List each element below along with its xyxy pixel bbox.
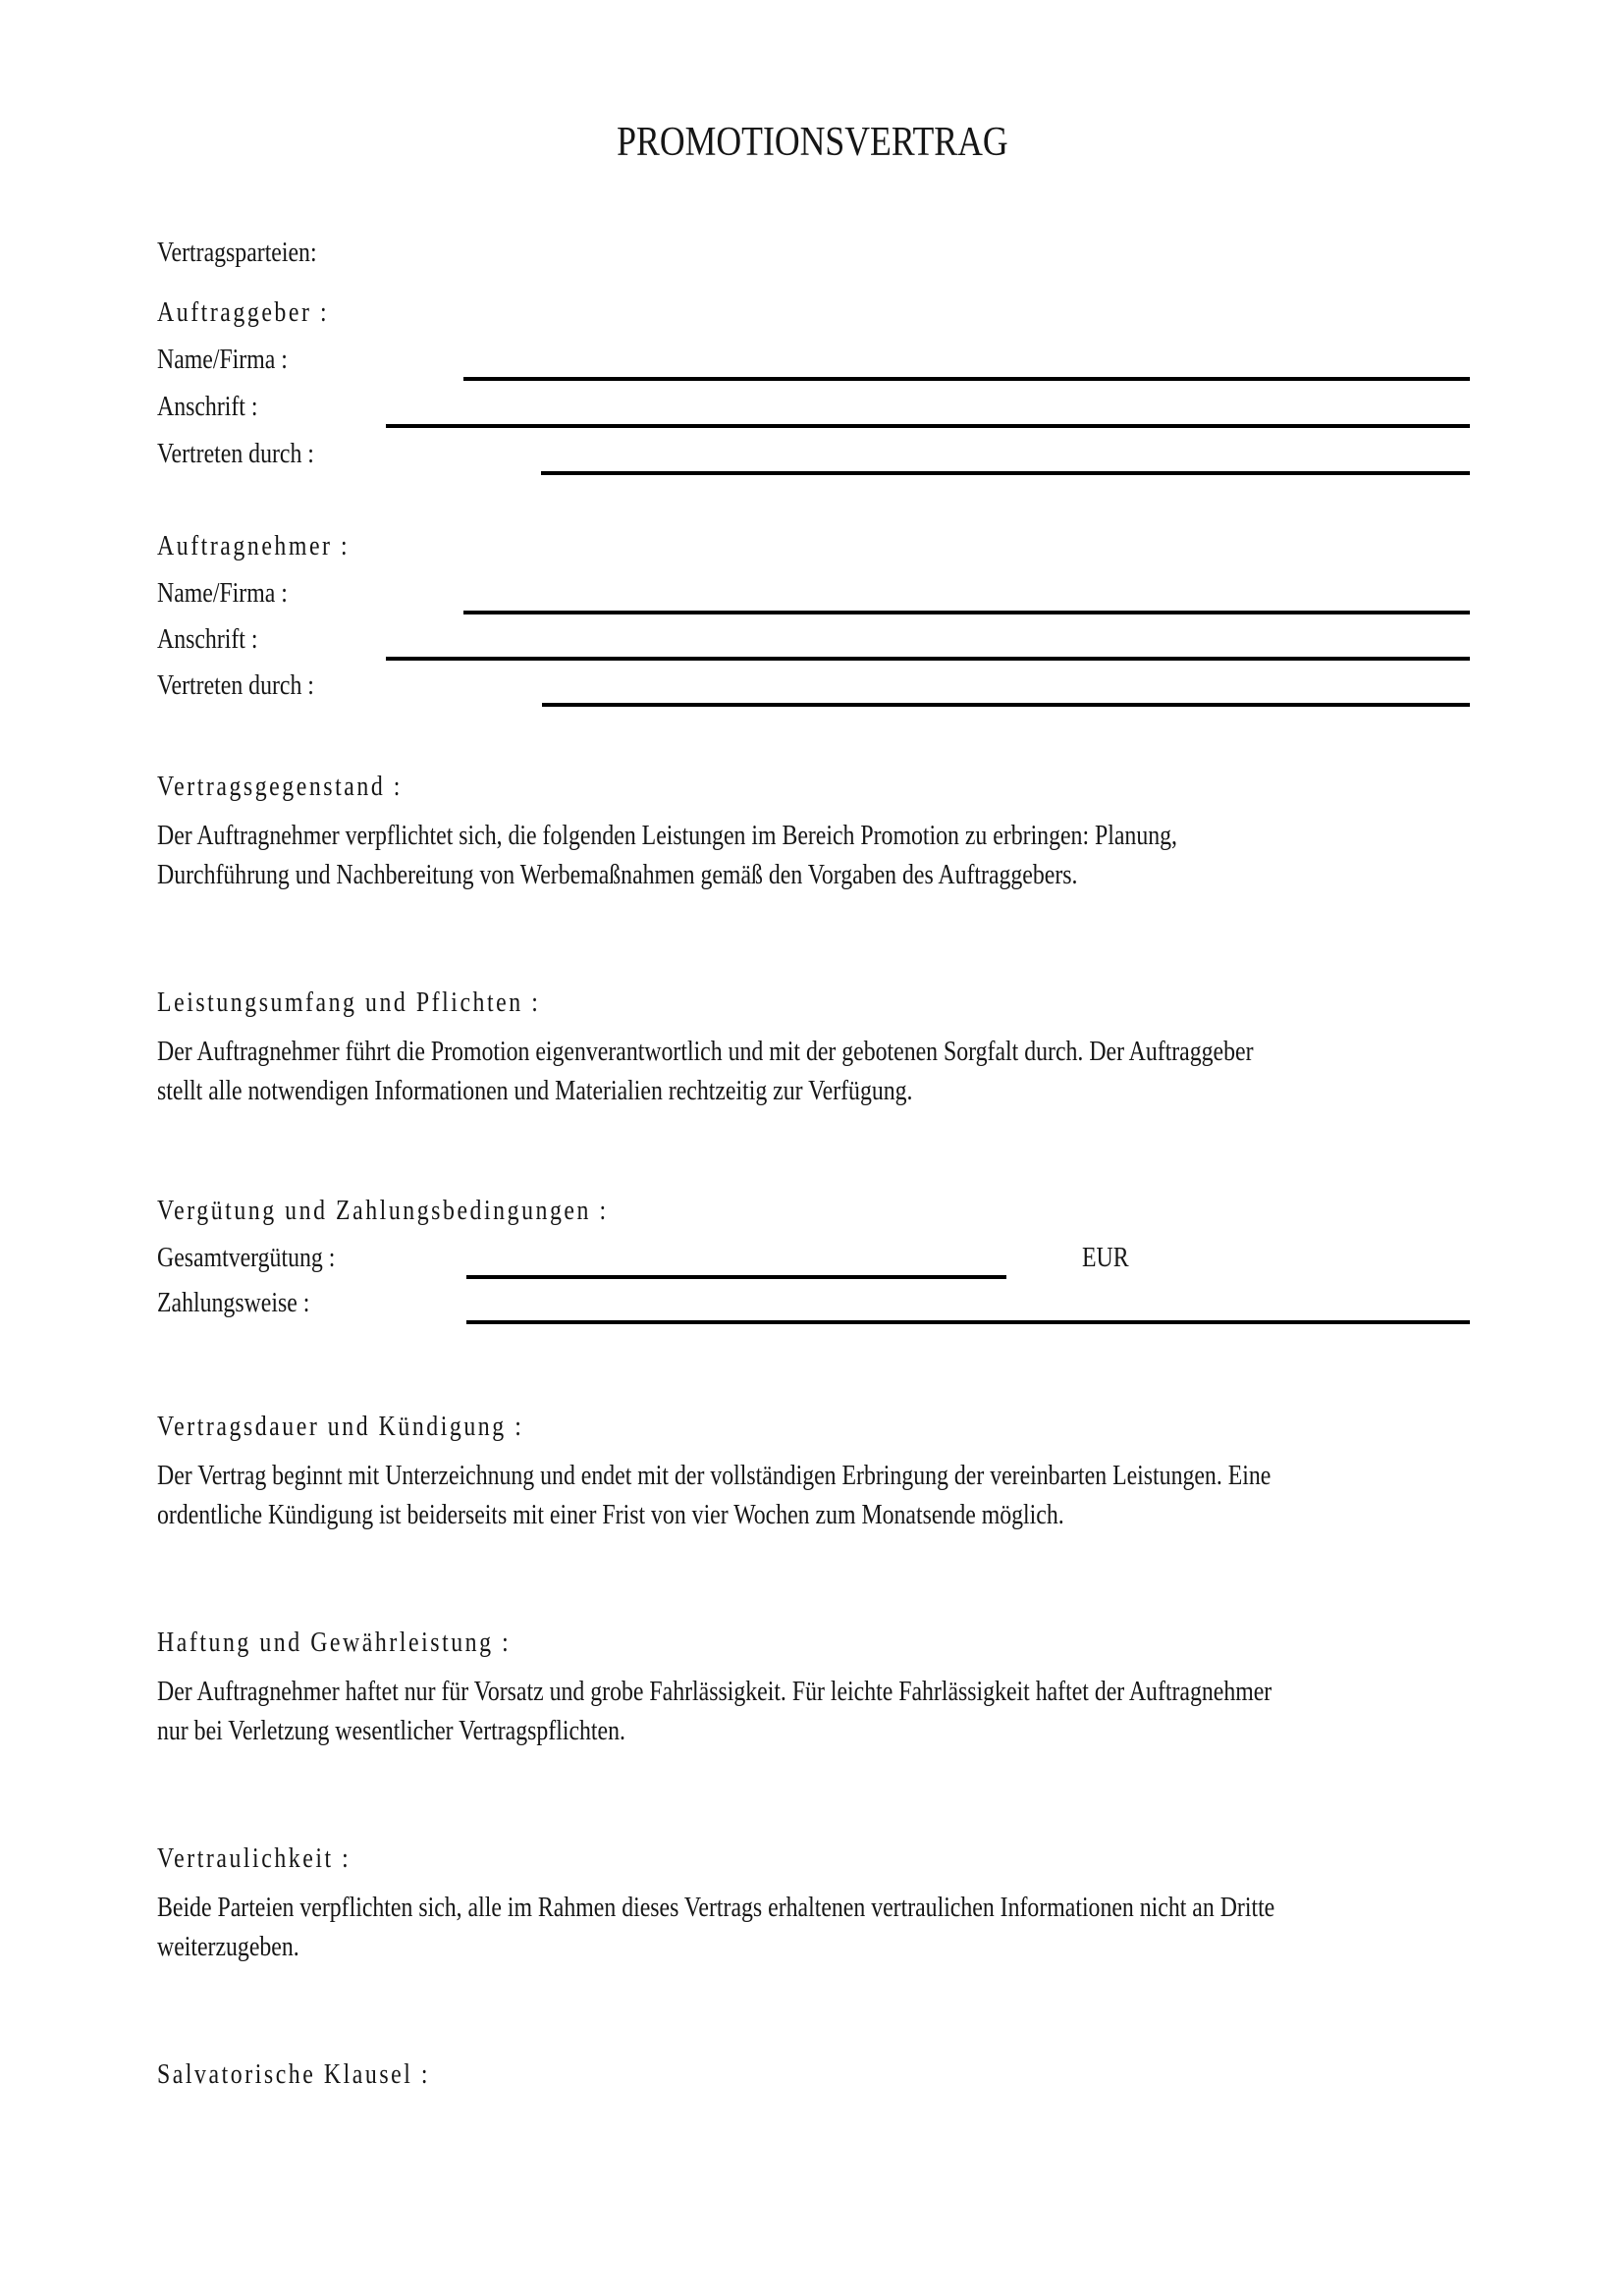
section-liability-paragraph: Der Auftragnehmer haftet nur für Vorsatz und grobe Fahrlässigkeit. Für leichte Fahrlässigkeit haftet der Auftragnehmer nur bei Verletzung wesentlicher Vertragspflichten. xyxy=(157,1677,1272,1746)
client-name-label: Name/Firma : xyxy=(157,345,288,375)
client-representative-input-line[interactable] xyxy=(541,471,1470,475)
section-duration-paragraph: Der Vertrag beginnt mit Unterzeichnung und endet mit der vollständigen Erbringung der vereinbarten Leistungen. Eine ordentliche Kündigung ist beiderseits mit einer Frist von vier Wochen zum Monatsende möglich. xyxy=(157,1461,1272,1530)
contractor-name-label: Name/Firma : xyxy=(157,578,288,609)
section-scope-heading: Leistungsumfang und Pflichten : xyxy=(157,988,541,1018)
client-heading: Auftraggeber : xyxy=(157,297,330,328)
client-name-input-line[interactable] xyxy=(463,377,1470,381)
section-severability-heading: Salvatorische Klausel : xyxy=(157,2059,431,2090)
section-scope-paragraph: Der Auftragnehmer führt die Promotion eigenverantwortlich und mit der gebotenen Sorgfalt durch. Der Auftraggeber stellt alle notwendigen Informationen und Materialien rechtzeitig zur Verfügung. xyxy=(157,1037,1254,1106)
contractor-representative-input-line[interactable] xyxy=(542,703,1470,707)
payment-method-label: Zahlungsweise : xyxy=(157,1288,310,1318)
parties-label: Vertragsparteien: xyxy=(157,238,317,268)
total-compensation-input-line[interactable] xyxy=(466,1275,1006,1279)
section-liability-heading: Haftung und Gewährleistung : xyxy=(157,1628,512,1658)
section-confidentiality-heading: Vertraulichkeit : xyxy=(157,1843,352,1874)
section-subject-heading: Vertragsgegenstand : xyxy=(157,772,403,802)
contractor-address-input-line[interactable] xyxy=(386,657,1470,661)
total-compensation-label: Gesamtvergütung : xyxy=(157,1243,336,1273)
contract-title-text: PROMOTIONSVERTRAG xyxy=(616,120,1008,165)
contract-title xyxy=(0,120,1624,165)
currency-label: EUR xyxy=(1082,1243,1129,1273)
section-subject-paragraph: Der Auftragnehmer verpflichtet sich, die folgenden Leistungen im Bereich Promotion zu erbringen: Planung, Durchführung und Nachbereitung von Werbemaßnahmen gemäß den Vorgaben des Auftraggebers. xyxy=(157,821,1177,890)
section-payment-heading: Vergütung und Zahlungsbedingungen : xyxy=(157,1196,609,1226)
client-address-label: Anschrift : xyxy=(157,392,258,422)
contractor-heading: Auftragnehmer : xyxy=(157,531,351,561)
payment-method-input-line[interactable] xyxy=(466,1320,1470,1324)
section-confidentiality-paragraph: Beide Parteien verpflichten sich, alle im Rahmen dieses Vertrags erhaltenen vertraulichen Informationen nicht an Dritte weiterzugeben. xyxy=(157,1893,1275,1962)
client-address-input-line[interactable] xyxy=(386,424,1470,428)
contractor-name-input-line[interactable] xyxy=(463,611,1470,614)
client-representative-label: Vertreten durch : xyxy=(157,439,314,469)
section-duration-heading: Vertragsdauer und Kündigung : xyxy=(157,1412,524,1442)
contractor-representative-label: Vertreten durch : xyxy=(157,670,314,701)
contractor-address-label: Anschrift : xyxy=(157,624,258,655)
